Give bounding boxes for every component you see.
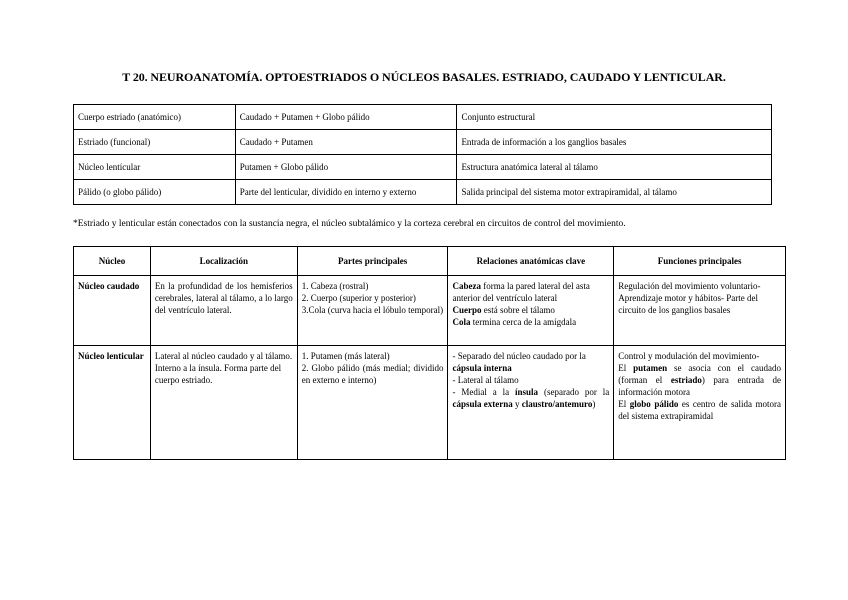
nucleus-name: Núcleo caudado (74, 276, 151, 346)
location-cell: Lateral al núcleo caudado y al tálamo. Interno a la ínsula. Forma parte del cuerpo estriado. (150, 346, 297, 460)
table-cell: Pálido (o globo pálido) (74, 180, 236, 205)
function-text: ) para entrada de información motora (618, 375, 781, 397)
relation-text: ) (592, 399, 596, 409)
definitions-table (73, 104, 772, 205)
table-row (74, 346, 786, 460)
functions-cell (614, 346, 786, 460)
table-cell: Putamen + Globo pálido (235, 155, 457, 180)
functions-cell: Regulación del movimiento voluntario- Aprendizaje motor y hábitos- Parte del circuito de los ganglios basales (614, 276, 786, 346)
table-cell: Núcleo lentícular (74, 155, 236, 180)
table-cell: Caudado + Putamen (235, 130, 457, 155)
bold-term: cápsula interna (452, 363, 512, 373)
relation-text: está sobre el tálamo (481, 305, 555, 315)
part-item: 1. Cabeza (rostral) (301, 281, 369, 291)
table-cell: Estriado (funcional) (74, 130, 236, 155)
parts-cell (297, 346, 448, 460)
location-cell: En la profundidad de los hemisferios cerebrales, lateral al tálamo, a lo largo del ventrículo lateral. (150, 276, 297, 346)
column-header: Funciones principales (614, 247, 786, 276)
bold-term: Cabeza (452, 281, 481, 291)
table-header-row (74, 247, 786, 276)
table-cell: Cuerpo estriado (anatómico) (74, 105, 236, 130)
table-row (74, 105, 772, 130)
bold-term: estriado (670, 375, 702, 385)
table-cell: Parte del lenticular, dividido en interno y externo (235, 180, 457, 205)
parts-cell (297, 276, 448, 346)
relation-text: - Separado del núcleo caudado por la (452, 351, 586, 361)
table-row (74, 276, 786, 346)
relation-text: - Lateral al tálamo (452, 375, 519, 385)
part-item: 1. Putamen (más lateral) (301, 351, 390, 361)
relation-text: - Medial a la (452, 387, 516, 397)
column-header: Localización (150, 247, 297, 276)
relations-cell (448, 276, 614, 346)
part-item: 3.Cola (curva hacia el lóbulo temporal) (301, 305, 444, 315)
function-text: Control y modulación del movimiento- (618, 351, 760, 361)
footnote: *Estriado y lenticular están conectados con la sustancia negra, el núcleo subtalámico y la corteza cerebral en circuitos de control del movimiento. (73, 219, 626, 229)
table-row (74, 155, 772, 180)
page-title: T 20. NEUROANATOMÍA. OPTOESTRIADOS O NÚCLEOS BASALES. ESTRIADO, CAUDADO Y LENTICULAR. (122, 70, 726, 84)
relations-cell (448, 346, 614, 460)
table-cell: Entrada de información a los ganglios basales (457, 130, 772, 155)
bold-term: putamen (633, 363, 668, 373)
nucleus-name: Núcleo lenticular (74, 346, 151, 460)
table-cell: Conjunto estructural (457, 105, 772, 130)
relation-text: forma la pared lateral del asta anterior del ventrículo lateral (452, 281, 590, 303)
column-header: Partes principales (297, 247, 448, 276)
table-cell: Estructura anatómica lateral al tálamo (457, 155, 772, 180)
part-item: 2. Cuerpo (superior y posterior) (301, 293, 416, 303)
function-text: El (618, 399, 630, 409)
table-row (74, 180, 772, 205)
bold-term: Cola (452, 317, 471, 327)
table-row (74, 130, 772, 155)
table-cell: Caudado + Putamen + Globo pálido (235, 105, 457, 130)
bold-term: Cuerpo (452, 305, 482, 315)
table-cell: Salida principal del sistema motor extrapiramidal, al tálamo (457, 180, 772, 205)
bold-term: globo pálido (629, 399, 679, 409)
column-header: Relaciones anatómicas clave (448, 247, 614, 276)
relation-text: (separado por la (538, 387, 610, 397)
part-item: 2. Globo pálido (más medial; dividido en externo e interno) (301, 363, 444, 385)
relation-text: termina cerca de la amígdala (470, 317, 577, 327)
bold-term: ínsula (515, 387, 539, 397)
function-text: es centro de salida motora del sistema extrapiramidal (618, 399, 782, 421)
function-text: se asocia con el caudado (forman el (618, 363, 782, 385)
bold-term: cápsula externa (452, 399, 513, 409)
column-header: Núcleo (74, 247, 151, 276)
nuclei-table (73, 246, 786, 460)
bold-term: claustro/antemuro (521, 399, 593, 409)
relation-text: y (512, 399, 522, 409)
function-text: El (618, 363, 634, 373)
